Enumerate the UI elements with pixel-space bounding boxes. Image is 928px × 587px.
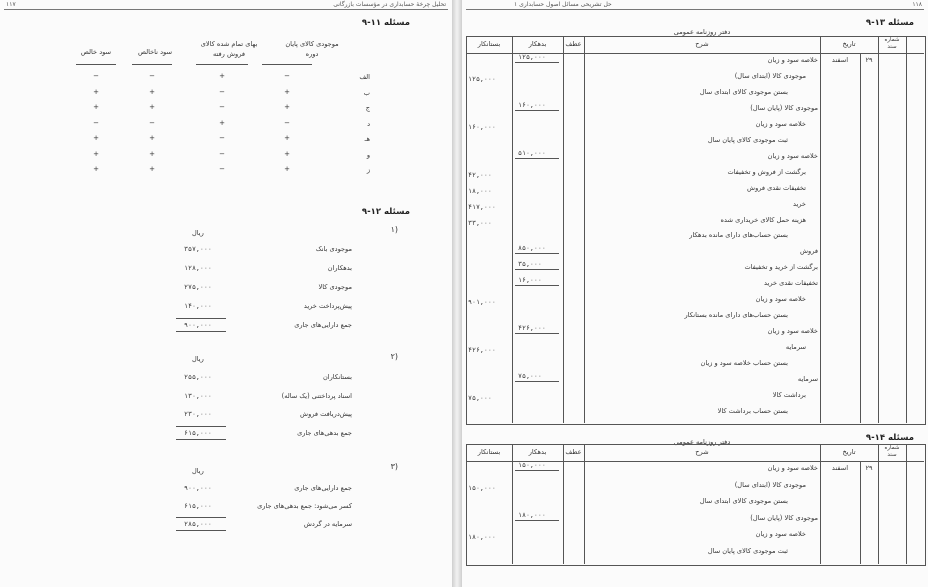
line-item-value: ۱۳۰,۰۰۰	[184, 391, 212, 400]
date-month: اسفند	[831, 464, 849, 472]
line-item-label: بستانکاران	[322, 373, 352, 381]
total-rule	[176, 530, 226, 531]
entry-description: هزینه حمل کالای خریداری شده	[720, 215, 806, 224]
part-2-number: (۲	[390, 352, 398, 361]
header-doc-number: شماره سند	[884, 37, 900, 50]
line-item-value: ۱۴۰,۰۰۰	[184, 302, 212, 310]
line-item-label: موجودی کالا	[318, 283, 352, 291]
col-underline	[262, 64, 312, 65]
entry-description: خلاصه سود و زیان	[755, 530, 806, 539]
line-item-label: پیش‌دریافت فروش	[300, 410, 352, 418]
entry-credit: ۴۲,۰۰۰	[468, 170, 492, 179]
line-item-value: ۲۳۰,۰۰۰	[184, 410, 212, 418]
effect-mark: −	[219, 103, 225, 111]
effect-mark: +	[93, 149, 99, 158]
row-label: د	[367, 119, 370, 128]
entry-credit: ۹۰۱,۰۰۰	[468, 298, 496, 307]
entry-description: بستن موجودی کالای ابتدای سال	[699, 87, 788, 96]
entry-description: تخفیفات نقدی خرید	[764, 279, 818, 288]
entry-description: سرمایه	[785, 343, 806, 352]
effect-mark: −	[149, 72, 155, 80]
entry-debit: ۱۲۵,۰۰۰	[518, 53, 546, 61]
entry-debit: ۴۲۶,۰۰۰	[518, 324, 546, 333]
header-debit: بدهکار	[528, 448, 547, 456]
line-item-value: ۹۰۰,۰۰۰	[184, 321, 212, 329]
row-label: هـ	[364, 135, 370, 143]
header-ref: عطف	[565, 448, 582, 456]
left-running-head: تحلیل چرخهٔ حسابداری در مؤسسات بازرگانی	[333, 1, 446, 8]
right-page	[462, 0, 928, 587]
entry-description: خلاصه سود و زیان	[767, 464, 818, 472]
effect-mark: −	[284, 72, 290, 80]
entry-credit: ۱۸,۰۰۰	[468, 186, 492, 195]
right-header-rule	[466, 9, 924, 10]
entry-description: برگشت از فروش و تخفیفات	[727, 167, 806, 176]
row-label: و	[366, 150, 370, 159]
amount-rule	[515, 470, 559, 471]
effect-mark: +	[149, 87, 155, 96]
line-item-value: ۶۱۵,۰۰۰	[184, 502, 212, 510]
entry-description: سرمایه	[797, 375, 818, 383]
col-header-net-income: سود خالص	[80, 48, 112, 56]
effect-mark: +	[93, 103, 99, 111]
entry-description: ثبت موجودی کالای پایان سال	[707, 547, 788, 555]
problem-12-title: مسئله ۱۲-۹	[361, 207, 410, 217]
entry-description: خلاصه سود و زیان	[755, 119, 806, 128]
effect-mark: −	[93, 118, 99, 127]
right-running-head: حل تشریحی مسائل اصول حسابداری ۱	[514, 1, 612, 8]
entry-description: برگشت از خرید و تخفیفات	[744, 263, 818, 272]
amount-rule	[515, 253, 559, 254]
entry-credit: ۱۶۰,۰۰۰	[468, 122, 496, 131]
col-header-gross-profit: سود ناخالص	[138, 48, 172, 56]
entry-debit: ۵۱۰,۰۰۰	[518, 148, 546, 157]
header-debit: بدهکار	[528, 40, 547, 48]
line-item-label: جمع دارایی‌های جاری	[294, 484, 352, 492]
entry-description: برداشت کالا	[772, 390, 806, 399]
entry-debit: ۱۶,۰۰۰	[518, 276, 542, 285]
entry-description: ثبت موجودی کالای پایان سال	[707, 135, 788, 144]
amount-rule	[515, 520, 559, 521]
problem-13-title: مسئله ۱۳-۹	[865, 18, 914, 28]
subtotal-rule	[176, 426, 226, 427]
col-header-cogs: بهای تمام شده کالای فروش رفته	[200, 40, 258, 58]
entry-description: بستن حساب برداشت کالا	[717, 406, 788, 415]
line-item-value: ۲۷۵,۰۰۰	[184, 283, 212, 291]
journal-14-title: دفتر روزنامه عمومی	[673, 438, 731, 446]
effect-mark: +	[149, 149, 155, 158]
column-divider	[563, 36, 564, 423]
col-underline	[132, 64, 172, 65]
line-item-value: ۹۰۰,۰۰۰	[184, 484, 212, 492]
line-item-label: سرمایه در گردش	[303, 520, 352, 528]
header-description: شرح	[695, 40, 709, 48]
part-2-unit: ریال	[192, 355, 204, 363]
entry-credit: ۷۵,۰۰۰	[468, 393, 492, 402]
header-credit: بستانکار	[477, 448, 501, 456]
book-gutter	[452, 0, 462, 587]
amount-rule	[515, 285, 559, 286]
line-item-label: جمع بدهی‌های جاری	[297, 428, 352, 437]
col-underline	[76, 64, 116, 65]
line-item-value: ۲۵۵,۰۰۰	[184, 373, 212, 381]
line-item-label: کسر می‌شود: جمع بدهی‌های جاری	[257, 502, 352, 510]
row-label: ب	[363, 88, 370, 97]
entry-description: موجودی کالا (پایان سال)	[750, 103, 818, 112]
entry-description: بستن حساب‌های دارای مانده بستانکار	[684, 311, 788, 320]
effect-mark: +	[93, 87, 99, 96]
header-description: شرح	[695, 448, 709, 456]
effect-mark: +	[219, 118, 225, 127]
line-item-label: بدهکاران	[327, 264, 352, 272]
entry-description: خرید	[792, 199, 806, 208]
subtotal-rule	[176, 318, 226, 319]
journal-frame	[466, 36, 926, 425]
entry-credit: ۴۱۷,۰۰۰	[468, 202, 496, 211]
entry-debit: ۳۵,۰۰۰	[518, 260, 542, 269]
entry-description: خلاصه سود و زیان	[755, 295, 806, 304]
entry-description: خلاصه سود و زیان	[767, 327, 818, 336]
effect-mark: +	[284, 103, 290, 111]
entry-credit: ۱۵۰,۰۰۰	[468, 483, 496, 492]
effect-mark: +	[219, 72, 225, 80]
effect-mark: +	[149, 134, 155, 142]
left-header-rule	[4, 9, 448, 10]
effect-mark: +	[149, 103, 155, 111]
amount-rule	[515, 269, 559, 270]
row-label: ج	[365, 104, 370, 112]
total-rule	[176, 439, 226, 440]
effect-mark: +	[149, 165, 155, 173]
line-item-value: ۲۸۵,۰۰۰	[184, 520, 212, 528]
effect-mark: −	[219, 134, 225, 142]
effect-mark: −	[219, 149, 225, 158]
header-date: تاریخ	[842, 448, 856, 456]
subtotal-rule	[176, 517, 226, 518]
header-ref: عطف	[565, 40, 582, 48]
entry-credit: ۱۸۰,۰۰۰	[468, 533, 496, 542]
effect-mark: −	[219, 165, 225, 173]
effect-mark: +	[284, 87, 290, 96]
entry-credit: ۱۲۵,۰۰۰	[468, 74, 496, 83]
line-item-value: ۶۱۵,۰۰۰	[184, 428, 212, 437]
part-3-unit: ریال	[192, 467, 204, 475]
column-divider	[860, 461, 861, 564]
header-doc-number: شماره سند	[884, 445, 900, 458]
entry-description: بستن حساب خلاصه سود و زیان	[700, 359, 788, 368]
entry-description: خلاصه سود و زیان	[767, 56, 818, 64]
header-date: تاریخ	[842, 40, 856, 48]
entry-credit: ۴۲۶,۰۰۰	[468, 346, 496, 355]
effect-mark: +	[93, 165, 99, 173]
entry-description: موجودی کالا (ابتدای سال)	[734, 71, 806, 80]
entry-description: موجودی کالا (پایان سال)	[750, 513, 818, 522]
date-day: ۲۹	[865, 464, 873, 472]
entry-description: بستن حساب‌های دارای مانده بدهکار	[689, 231, 788, 240]
row-label: الف	[359, 73, 370, 81]
part-3-number: (۳	[390, 462, 398, 471]
amount-rule	[515, 381, 559, 382]
effect-mark: +	[284, 165, 290, 173]
line-item-label: موجودی بانک	[315, 245, 352, 253]
entry-description: موجودی کالا (ابتدای سال)	[734, 480, 806, 489]
left-page-number: ۱۱۷	[6, 1, 16, 8]
journal-13-title: دفتر روزنامه عمومی	[673, 28, 731, 36]
entry-credit: ۳۳,۰۰۰	[468, 218, 492, 227]
date-day: ۲۹	[865, 56, 873, 64]
entry-debit: ۱۶۰,۰۰۰	[518, 100, 546, 109]
entry-description: بستن موجودی کالای ابتدای سال	[699, 497, 788, 506]
column-divider	[906, 36, 907, 423]
row-label: ز	[366, 166, 370, 174]
effect-mark: −	[149, 118, 155, 127]
entry-debit: ۸۵۰,۰۰۰	[518, 244, 546, 253]
column-divider	[512, 36, 513, 423]
col-underline	[196, 64, 248, 65]
entry-description: تخفیفات نقدی فروش	[747, 183, 806, 192]
effect-mark: −	[219, 87, 225, 96]
right-page-number: ۱۱۸	[912, 1, 922, 8]
entry-debit: ۷۵,۰۰۰	[518, 372, 542, 380]
amount-rule	[515, 333, 559, 334]
line-item-label: اسناد پرداختنی (یک ساله)	[281, 391, 352, 400]
line-item-value: ۱۲۸,۰۰۰	[184, 264, 212, 272]
effect-mark: −	[284, 118, 290, 127]
left-page	[0, 0, 452, 587]
amount-rule	[515, 62, 559, 63]
entry-description: خلاصه سود و زیان	[767, 151, 818, 160]
entry-debit: ۱۵۰,۰۰۰	[518, 461, 546, 469]
part-1-number: (۱	[390, 225, 398, 234]
effect-mark: +	[284, 149, 290, 158]
column-divider	[878, 36, 879, 423]
entry-description: فروش	[799, 247, 818, 256]
problem-11-title: مسئله ۱۱-۹	[361, 18, 410, 28]
amount-rule	[515, 110, 559, 111]
problem-14-title: مسئله ۱۴-۹	[865, 433, 914, 443]
col-header-ending-inventory: موجودی کالای پایان دوره	[285, 40, 339, 58]
effect-mark: +	[93, 134, 99, 142]
column-divider	[860, 53, 861, 423]
total-rule	[176, 331, 226, 332]
amount-rule	[515, 158, 559, 159]
header-credit: بستانکار	[477, 40, 501, 48]
column-divider	[584, 36, 585, 423]
line-item-label: پیش‌پرداخت خرید	[303, 302, 352, 310]
line-item-label: جمع دارایی‌های جاری	[294, 321, 352, 329]
part-1-unit: ریال	[192, 229, 204, 237]
date-month: اسفند	[831, 56, 849, 64]
effect-mark: −	[93, 72, 99, 80]
column-divider	[820, 36, 821, 423]
entry-debit: ۱۸۰,۰۰۰	[518, 510, 546, 519]
effect-mark: +	[284, 134, 290, 142]
line-item-value: ۳۵۷,۰۰۰	[184, 245, 212, 253]
